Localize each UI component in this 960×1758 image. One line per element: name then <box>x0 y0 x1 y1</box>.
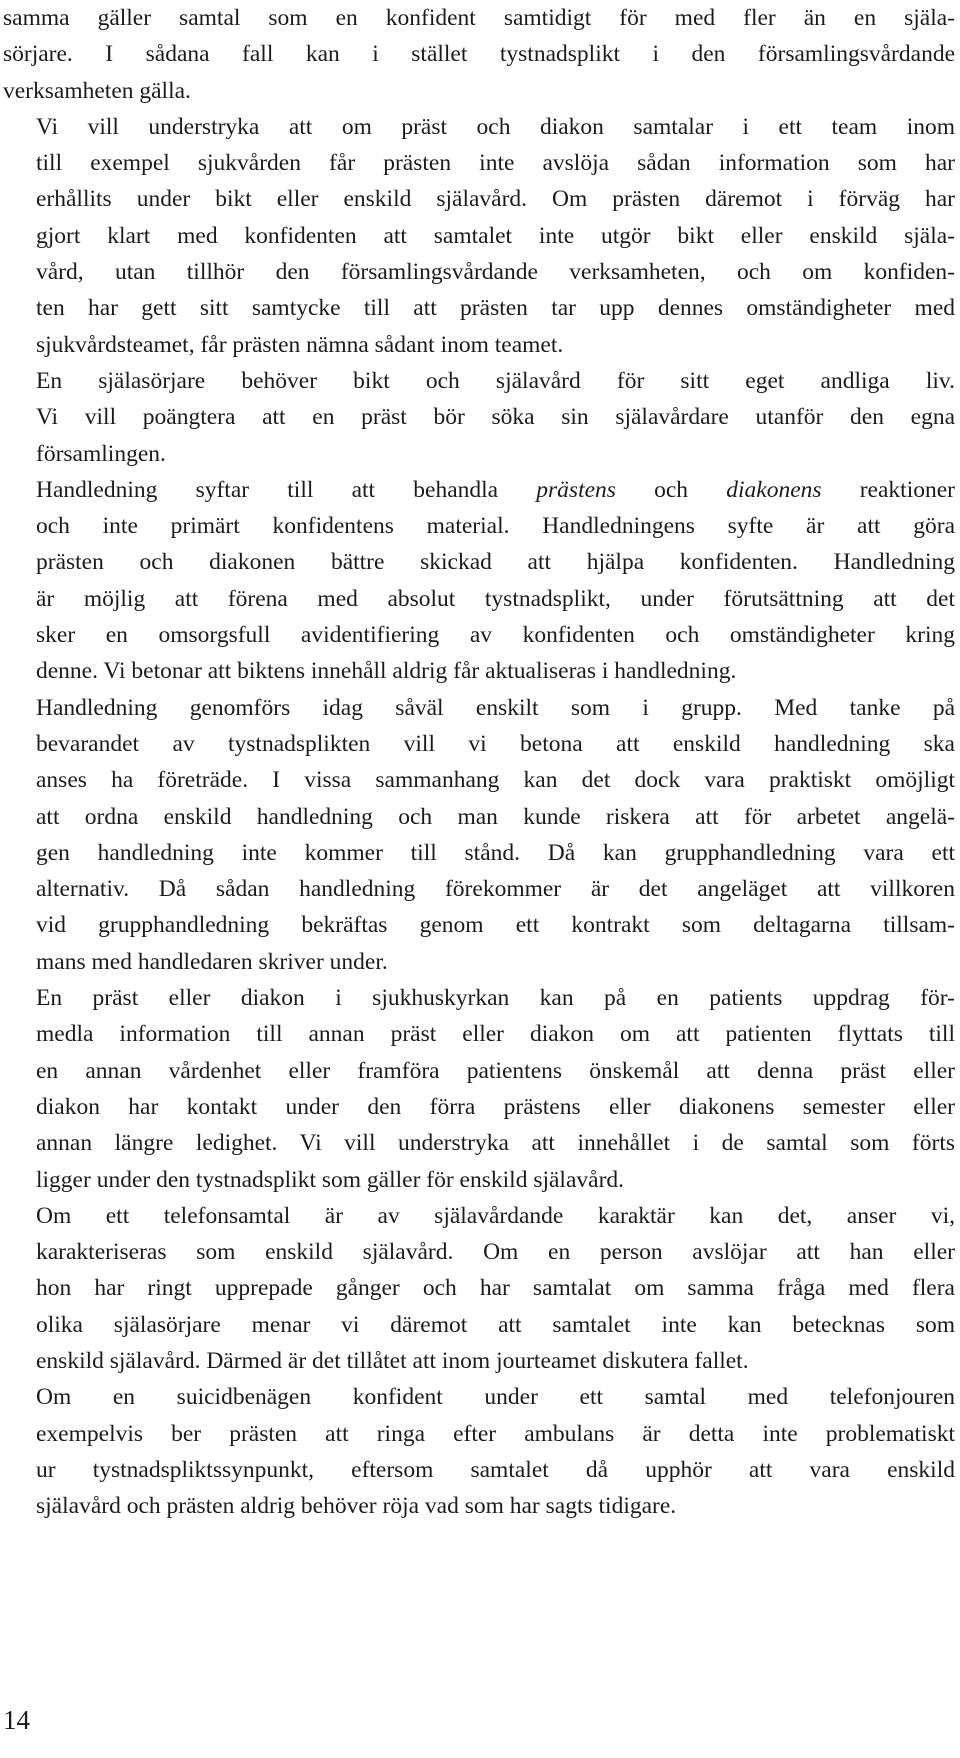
text-line: bevarandet av tystnadsplikten vill vi betona att enskild handledning ska <box>36 730 955 757</box>
text-line: verksamheten gälla. <box>3 77 191 104</box>
text-line: mans med handledaren skriver under. <box>36 948 388 975</box>
text-line: prästen och diakonen bättre skickad att hjälpa konfidenten. Handledning <box>36 549 955 576</box>
text-line: samma gäller samtal som en konfident samtidigt för med fler än en själa- <box>3 5 955 31</box>
paragraph-6 <box>3 980 955 1198</box>
paragraph-8 <box>3 1379 955 1524</box>
text-line: Vi vill understryka att om präst och diakon samtalar i ett team inom <box>36 113 955 140</box>
text-line: Om ett telefonsamtal är av själavårdande karaktär kan det, anser vi, <box>36 1202 955 1229</box>
text-line: Vi vill poängtera att en präst bör söka sin själavårdare utanför den egna <box>36 404 955 431</box>
text-line: alternativ. Då sådan handledning förekommer är det angeläget att villkoren <box>36 876 955 903</box>
text-line: karakteriseras som enskild själavård. Om en person avslöjar att han eller <box>36 1239 955 1266</box>
emphasis-diakonens: diakonens <box>726 476 822 503</box>
text-line: exempelvis ber prästen att ringa efter ambulans är detta inte problematiskt <box>36 1420 955 1447</box>
text-line: denne. Vi betonar att biktens innehåll aldrig får aktualiseras i handledning. <box>36 658 737 685</box>
text-line: ur tystnadspliktssynpunkt, eftersom samtalet då upphör att vara enskild <box>36 1456 955 1483</box>
text-line: sker en omsorgsfull avidentifiering av konfidenten och omständigheter kring <box>36 622 955 649</box>
text-line: anses ha företräde. I vissa sammanhang kan det dock vara praktiskt omöjligt <box>36 767 955 794</box>
text-line: till exempel sjukvården får prästen inte avslöja sådan information som har <box>36 150 955 177</box>
text-line: medla information till annan präst eller diakon om att patienten flyttats till <box>36 1021 955 1048</box>
paragraph-3 <box>3 363 955 472</box>
text-line: annan längre ledighet. Vi vill understryka att innehållet i de samtal som förts <box>36 1130 955 1157</box>
page-number: 14 <box>3 1705 30 1735</box>
text-line: Om en suicidbenägen konfident under ett samtal med telefonjouren <box>36 1384 955 1411</box>
text-line: en annan vårdenhet eller framföra patientens önskemål att denna präst eller <box>36 1057 955 1084</box>
text-line <box>3 472 955 508</box>
body-text <box>3 0 955 1524</box>
text-line: En själasörjare behöver bikt och själavård för sitt eget andliga liv. <box>36 367 955 394</box>
paragraph-7 <box>3 1198 955 1379</box>
emphasis-prastens: prästens <box>536 476 616 503</box>
text-run: och <box>615 476 727 503</box>
paragraph-5 <box>3 690 955 980</box>
text-line: ligger under den tystnadsplikt som gäller för enskild själavård. <box>36 1166 625 1193</box>
text-line: vård, utan tillhör den församlingsvårdande verksamheten, och om konfiden- <box>36 259 955 286</box>
text-line: Handledning genomförs idag såväl enskilt som i grupp. Med tanke på <box>36 694 955 721</box>
text-line: vid grupphandledning bekräftas genom ett kontrakt som deltagarna tillsam- <box>36 912 955 939</box>
text-line: församlingen. <box>36 440 166 467</box>
text-line: att ordna enskild handledning och man kunde riskera att för arbetet angelä- <box>36 803 955 830</box>
text-line: sjukvårdsteamet, får prästen nämna sådant inom teamet. <box>36 331 564 358</box>
text-line: gen handledning inte kommer till stånd. Då kan grupphandledning vara ett <box>36 839 955 866</box>
text-line: erhållits under bikt eller enskild själavård. Om prästen däremot i förväg har <box>36 186 955 213</box>
text-line: är möjlig att förena med absolut tystnadsplikt, under förutsättning att det <box>36 585 955 612</box>
paragraph-4 <box>3 472 955 690</box>
text-run: Handledning syftar till att behandla <box>36 476 537 503</box>
text-line: olika själasörjare menar vi däremot att samtalet inte kan betecknas som <box>36 1311 955 1338</box>
text-line: gjort klart med konfidenten att samtalet inte utgör bikt eller enskild själa- <box>36 222 955 249</box>
text-line: själavård och prästen aldrig behöver röja vad som har sagts tidigare. <box>36 1493 677 1520</box>
paragraph-2 <box>3 109 955 363</box>
text-run: reaktioner <box>821 476 955 503</box>
text-line: En präst eller diakon i sjukhuskyrkan kan på en patients uppdrag för- <box>36 985 955 1012</box>
text-line: ten har gett sitt samtycke till att prästen tar upp dennes omständigheter med <box>36 295 955 322</box>
text-line: och inte primärt konfidentens material. Handledningens syfte är att göra <box>36 513 955 540</box>
text-line: hon har ringt upprepade gånger och har samtalat om samma fråga med flera <box>36 1275 955 1302</box>
text-line: diakon har kontakt under den förra prästens eller diakonens semester eller <box>36 1093 955 1120</box>
paragraph-1 <box>3 0 955 109</box>
text-line: enskild själavård. Därmed är det tillåtet att inom jourteamet diskutera fallet. <box>36 1347 749 1374</box>
text-line: sörjare. I sådana fall kan i stället tystnadsplikt i den församlingsvårdande <box>3 41 955 68</box>
